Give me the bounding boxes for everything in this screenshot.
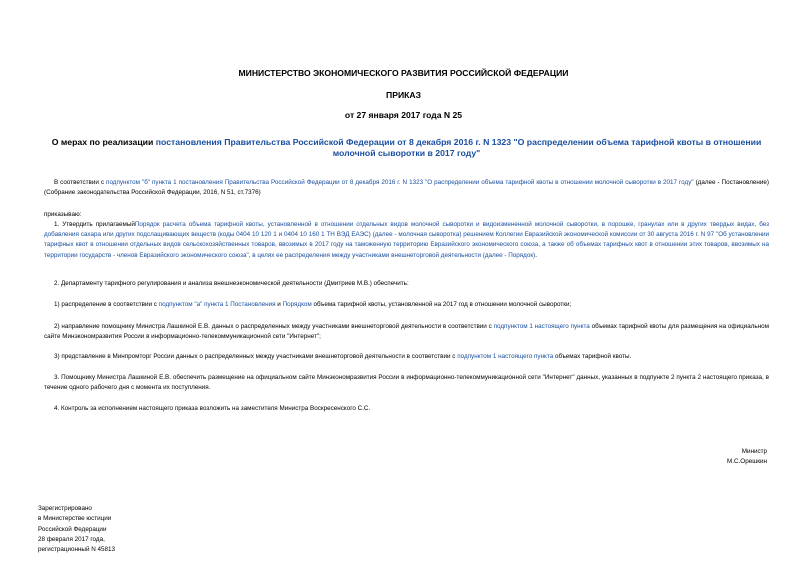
- document-date-heading: от 27 января 2017 года N 25: [344, 110, 463, 120]
- intro-paragraph: [44, 178, 769, 198]
- paragraph-4: 4. Контроль за исполнением настоящего приказа возложить на заместителя Министра Воскресенского С.С.: [54, 405, 371, 412]
- document-type-heading: ПРИКАЗ: [386, 90, 421, 100]
- signature-name: М.С.Орешкин: [727, 458, 767, 466]
- p2-3-text-2: объемах тарифной квоты.: [553, 353, 632, 360]
- intro-text-1: В соответствии с: [54, 179, 107, 186]
- p1-text-2: .: [535, 251, 537, 259]
- intro-text-2: (далее - Постановление) (Собрание законодательства Российской Федерации, 2016, N 51, ст.7376): [44, 179, 770, 197]
- ministry-heading: МИНИСТЕРСТВО ЭКОНОМИЧЕСКОГО РАЗВИТИЯ РОССИЙСКОЙ ФЕДЕРАЦИИ: [238, 68, 569, 78]
- document-title: [44, 137, 769, 159]
- p1-text-1: 1. Утвердить прилагаемый: [54, 221, 135, 228]
- signature-block: [727, 447, 767, 467]
- p2-2-text-2: объемах тарифной квоты для размещения на официальном сайте Минэкономразвития России в информационно-телекоммуникационной сети "Интернет";: [44, 323, 770, 341]
- p2-1-text-3: объема тарифной квоты, установленной на 2017 год в отношении молочной сыворотки;: [311, 301, 572, 308]
- p2-1-text-1: 1) распределение в соответствии с: [54, 301, 159, 308]
- title-prefix: О мерах по реализации: [51, 137, 156, 147]
- order-word: приказываю:: [44, 211, 82, 218]
- p2-3-text-1: 3) представление в Минпромторг России данных о распределенных между участниками внешнеторговой деятельности в соответствии с: [54, 353, 458, 360]
- p2-1-procedure-link[interactable]: Порядком: [282, 301, 312, 308]
- paragraph-2-2: [44, 322, 769, 342]
- paragraph-2: 2. Департаменту тарифного регулирования и анализа внешнеэкономической деятельности (Дмитриев М.В.) обеспечить:: [54, 280, 409, 287]
- paragraph-3: 3. Помощнику Министра Лашкиной Е.В. обеспечить размещение на официальном сайте Минэкономразвития России в информационно-телекоммуникационной сети "Интернет" данных, указанных в подпункте 2 пункта 2 настоящего приказа, в течение одного рабочего дня с момента их поступления.: [44, 374, 769, 392]
- signature-position: Министр: [741, 448, 767, 455]
- registration-line-5: регистрационный N 45813: [38, 546, 116, 554]
- paragraph-2-3: [44, 352, 769, 362]
- registration-line-1: Зарегистрировано: [38, 505, 92, 512]
- paragraph-2-1: [44, 300, 769, 310]
- p2-1-subparagraph-link[interactable]: подпунктом "а" пункта 1 Постановления: [158, 301, 276, 308]
- title-decree-link[interactable]: постановления Правительства Российской Федерации от 8 декабря 2016 г. N 1323 "О распределении объема тарифной квоты в отношении молочной сыворотки в 2017 году": [155, 137, 762, 158]
- p2-2-subparagraph-link[interactable]: подпунктом 1 настоящего пункта: [493, 323, 590, 330]
- registration-line-4: 28 февраля 2017 года,: [38, 535, 105, 543]
- registration-line-3: Российской Федерации: [38, 525, 107, 533]
- registration-block: [38, 504, 115, 555]
- intro-decree-link[interactable]: подпунктом "б" пункта 1 постановления Правительства Российской Федерации от 8 декабря 2016 г. N 1323 "О распределении объема тарифной квоты в отношении молочной сыворотки в 2017 году": [106, 179, 694, 186]
- p2-3-subparagraph-link[interactable]: подпунктом 1 настоящего пункта: [457, 353, 554, 360]
- registration-line-2: в Министерстве юстиции: [38, 515, 112, 523]
- p1-procedure-link[interactable]: Порядок расчета объема тарифной квоты, установленной в отношении отдельных видов молочной сыворотки и видоизмененной молочной сыворотки, в порошке, гранулах или в других твердых видах, без добавления сахара или других подслащивающих веществ (коды 0404 10 120 1 и 0404 10 160 1 ТН ВЭД ЕАЭС) (далее - молочная сыворотка) решением Коллегии Евразийской экономической комиссии от 30 августа 2016 г. N 97 "Об установлении тарифных квот в отношении отдельных видов сельскохозяйственных товаров, ввозимых в 2017 году на таможенную территорию Евразийского экономического союза, а также об объемах тарифных квот в отношении этих товаров, ввозимых на территории государств - членов Евразийского экономического союза", в целях ее распределения между участниками внешнеторговой деятельности (далее - Порядок): [44, 221, 770, 259]
- p2-1-text-2: и: [275, 301, 283, 308]
- p2-2-text-1: 2) направление помощнику Министра Лашкиной Е.В. данных о распределенных между участниками внешнеторговой деятельности в соответствии с: [54, 323, 494, 330]
- paragraph-1: [44, 220, 769, 261]
